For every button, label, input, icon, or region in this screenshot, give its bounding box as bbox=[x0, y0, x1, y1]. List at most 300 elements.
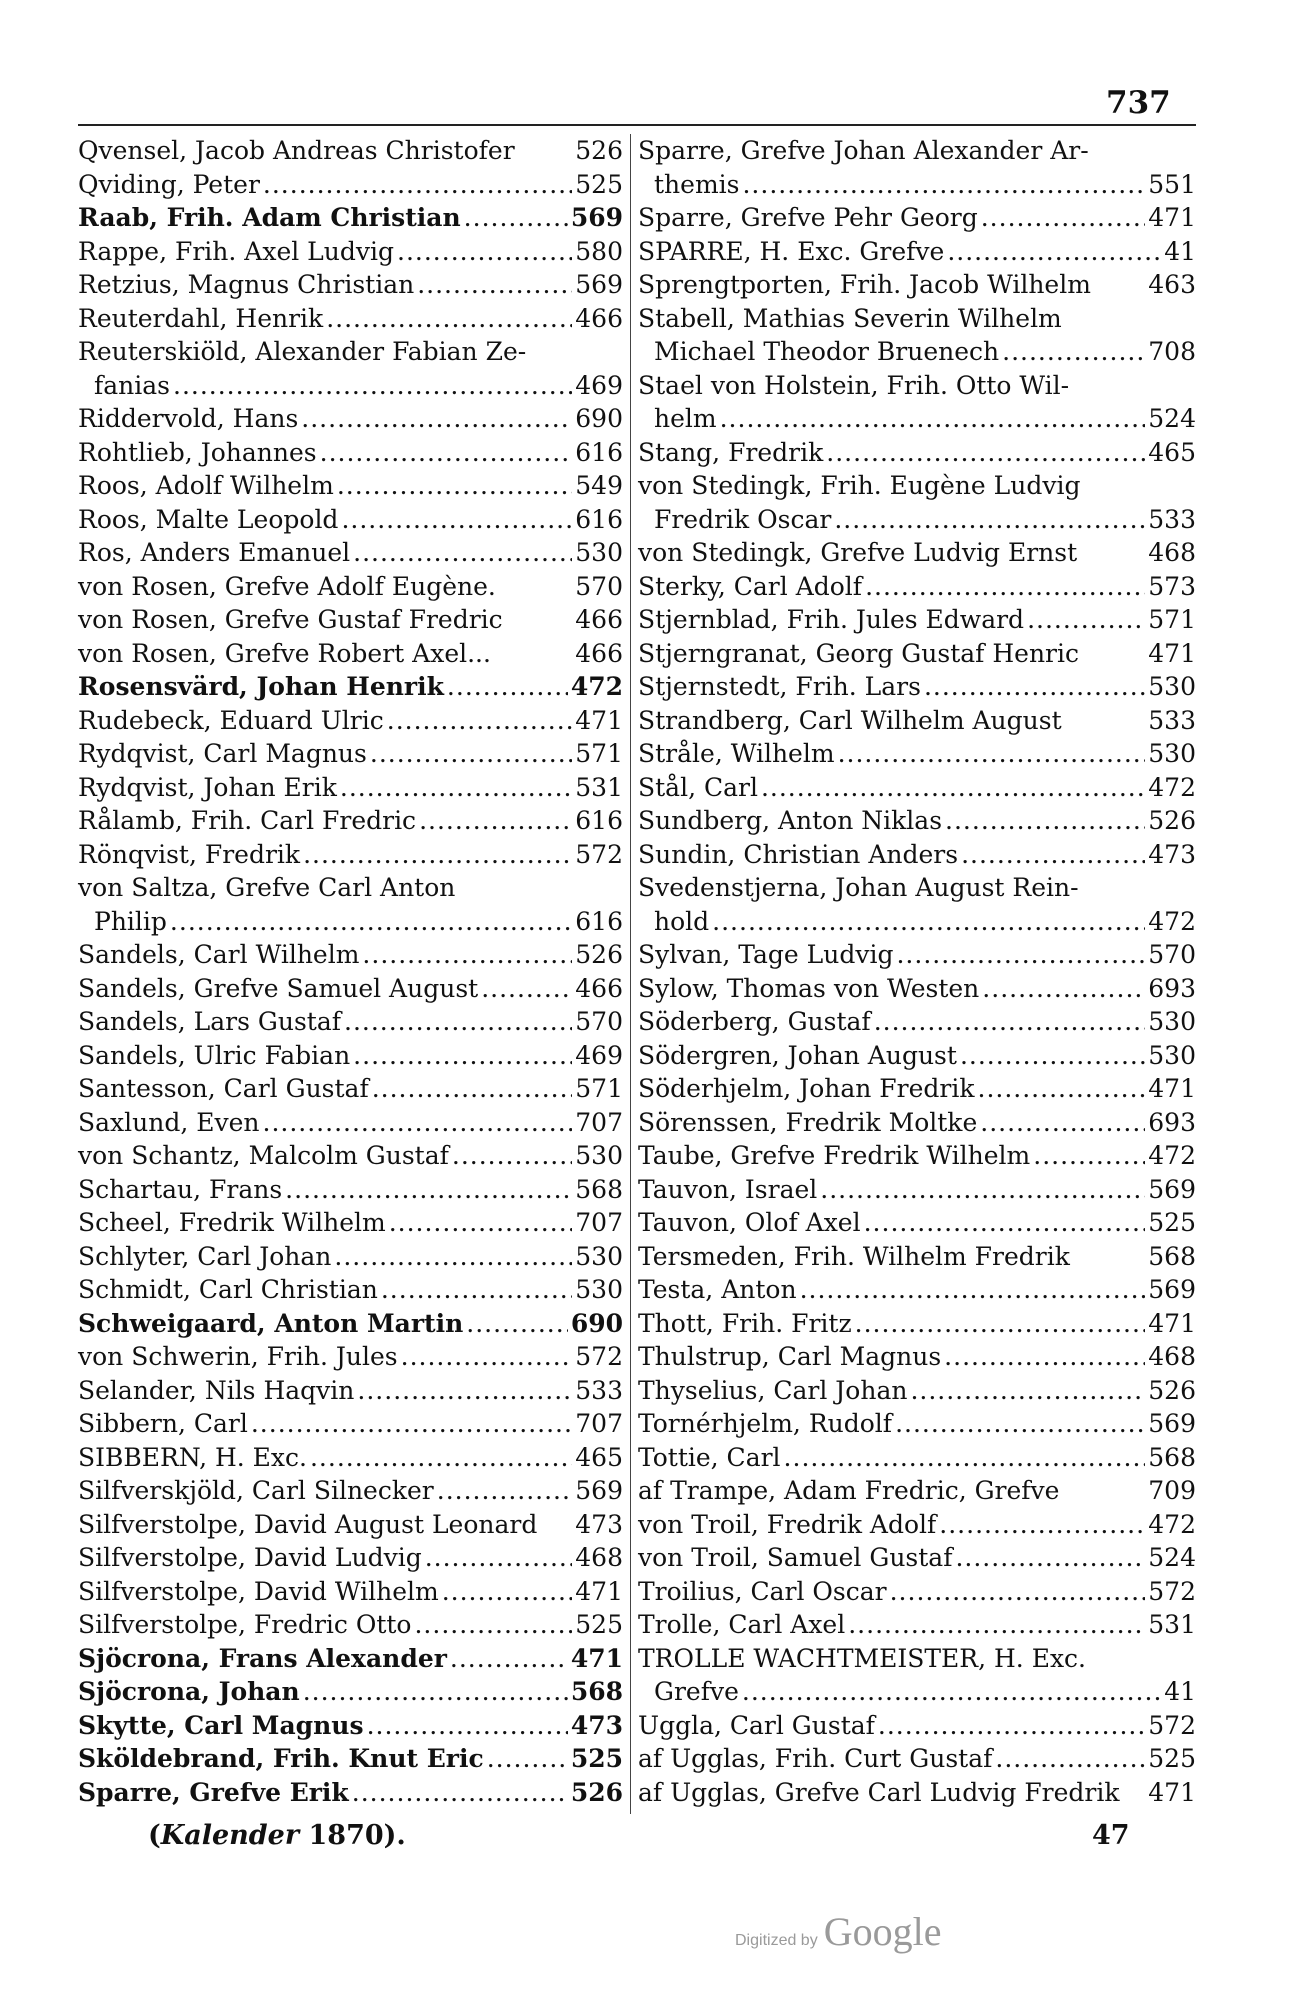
entry-name: Stål, Carl bbox=[638, 772, 758, 802]
dot-leader bbox=[464, 201, 568, 235]
dot-leader bbox=[978, 1072, 1146, 1106]
entry-page-number: 473 bbox=[570, 1710, 623, 1740]
index-entry bbox=[638, 905, 1196, 939]
entry-name: Ros, Anders Emanuel bbox=[78, 538, 351, 567]
dot-leader bbox=[945, 804, 1145, 838]
entry-page-number: 465 bbox=[1148, 437, 1196, 467]
entry-page-number: 616 bbox=[575, 437, 623, 467]
index-entry bbox=[638, 1039, 1196, 1073]
entry-name: Schartau, Frans bbox=[78, 1174, 283, 1204]
dot-leader bbox=[838, 737, 1146, 771]
entry-name: Taube, Grefve Fredrik Wilhelm bbox=[638, 1141, 1031, 1170]
footer-suffix: 1870). bbox=[299, 1820, 406, 1851]
entry-name: Michael Theodor Bruenech bbox=[654, 337, 1000, 366]
entry-page-number: 572 bbox=[1148, 1576, 1196, 1606]
dot-leader bbox=[425, 1541, 573, 1575]
entry-name: Rosensvärd, Johan Henrik bbox=[78, 672, 444, 701]
entry-name: Rohtlieb, Johannes bbox=[78, 437, 317, 467]
index-entry bbox=[638, 1508, 1196, 1542]
entry-name: Trolle, Carl Axel bbox=[638, 1610, 846, 1639]
index-entry bbox=[638, 1608, 1196, 1642]
entry-page-number: 530 bbox=[1148, 739, 1196, 768]
entry-name: Schlyter, Carl Johan bbox=[78, 1241, 332, 1271]
entry-page-number: 525 bbox=[1148, 1744, 1196, 1773]
index-entry bbox=[638, 871, 1196, 905]
dot-leader bbox=[414, 1608, 572, 1642]
entry-name: SPARRE, H. Exc. Grefve bbox=[638, 236, 945, 266]
index-entry bbox=[638, 235, 1196, 269]
index-entry bbox=[638, 469, 1196, 503]
index-entry bbox=[638, 503, 1196, 537]
entry-page-number: 530 bbox=[1148, 672, 1196, 701]
entry-name: Silfverstolpe, David August Leonard bbox=[78, 1509, 538, 1539]
index-entry bbox=[638, 737, 1196, 771]
entry-page-number: 473 bbox=[1148, 839, 1196, 869]
footer-source bbox=[148, 1820, 406, 1851]
entry-name: Sandels, Carl Wilhelm bbox=[78, 940, 360, 969]
entry-name: Sjöcrona, Frans Alexander bbox=[78, 1643, 447, 1673]
entry-name: Söderhjelm, Johan Fredrik bbox=[638, 1074, 975, 1103]
entry-name: Scheel, Fredrik Wilhelm bbox=[78, 1208, 386, 1237]
index-entry bbox=[78, 804, 623, 838]
entry-page-number: 693 bbox=[1148, 973, 1196, 1003]
entry-name: Sprengtporten, Frih. Jacob Wilhelm bbox=[638, 270, 1091, 299]
entry-name: Philip bbox=[94, 906, 167, 936]
dot-leader bbox=[320, 436, 573, 470]
entry-name: Fredrik Oscar bbox=[654, 504, 832, 534]
index-entry bbox=[638, 1139, 1196, 1173]
entry-name: Stjernstedt, Frih. Lars bbox=[638, 672, 921, 701]
entry-name: helm bbox=[654, 404, 717, 433]
index-entry bbox=[638, 335, 1196, 369]
entry-name: af Trampe, Adam Fredric, Grefve bbox=[638, 1476, 1060, 1505]
entry-page-number: 466 bbox=[575, 303, 623, 333]
entry-name: Svedenstjerna, Johan August Rein- bbox=[638, 873, 1079, 902]
entry-name: Tottie, Carl bbox=[638, 1442, 781, 1472]
entry-name: von Saltza, Grefve Carl Anton bbox=[78, 873, 456, 902]
entry-page-number: 549 bbox=[575, 471, 623, 500]
dot-leader bbox=[340, 771, 572, 805]
index-entry bbox=[78, 1474, 623, 1508]
index-entry bbox=[638, 1441, 1196, 1475]
entry-page-number: 526 bbox=[575, 136, 623, 165]
index-entry bbox=[78, 503, 623, 537]
entry-name: Sandels, Grefve Samuel August bbox=[78, 973, 479, 1003]
entry-name: Reuterskiöld, Alexander Fabian Ze- bbox=[78, 337, 527, 366]
entry-page-number: 616 bbox=[575, 504, 623, 534]
entry-name: von Stedingk, Frih. Eugène Ludvig bbox=[638, 471, 1081, 500]
entry-name: fanias bbox=[94, 370, 170, 400]
index-entry bbox=[638, 1307, 1196, 1341]
index-entry bbox=[78, 1173, 623, 1207]
index-entry bbox=[78, 168, 623, 202]
entry-name: Sundin, Christian Anders bbox=[638, 839, 959, 869]
entry-name: von Rosen, Grefve Robert Axel... bbox=[78, 638, 491, 668]
index-entry bbox=[78, 469, 623, 503]
index-entry bbox=[78, 335, 623, 369]
index-entry bbox=[638, 1106, 1196, 1140]
dot-leader bbox=[303, 1675, 568, 1709]
entry-name: von Schwerin, Frih. Jules bbox=[78, 1342, 398, 1371]
dot-leader bbox=[397, 235, 572, 269]
entry-page-number: 707 bbox=[575, 1409, 623, 1438]
right-column bbox=[638, 134, 1196, 1809]
entry-name: Silfverstolpe, David Ludvig bbox=[78, 1543, 422, 1572]
index-entry bbox=[78, 1039, 623, 1073]
index-entry bbox=[638, 201, 1196, 235]
entry-page-number: 465 bbox=[575, 1442, 623, 1472]
dot-leader bbox=[401, 1340, 573, 1374]
entry-page-number: 533 bbox=[1148, 504, 1196, 534]
watermark-prefix: Digitized by bbox=[735, 1932, 818, 1949]
dot-leader bbox=[370, 737, 572, 771]
dot-leader bbox=[419, 804, 572, 838]
entry-page-number: 571 bbox=[575, 739, 623, 768]
dot-leader bbox=[417, 268, 572, 302]
entry-page-number: 568 bbox=[1148, 1241, 1196, 1271]
index-entry bbox=[638, 771, 1196, 805]
index-entry bbox=[638, 402, 1196, 436]
index-entry bbox=[638, 1374, 1196, 1408]
entry-page-number: 616 bbox=[575, 906, 623, 936]
dot-leader bbox=[820, 1173, 1145, 1207]
entry-page-number: 526 bbox=[1148, 806, 1196, 835]
footer-prefix: ( bbox=[148, 1820, 161, 1851]
index-entry bbox=[638, 1273, 1196, 1307]
entry-page-number: 569 bbox=[1148, 1275, 1196, 1304]
digitized-watermark bbox=[735, 1908, 941, 1955]
entry-name: von Rosen, Grefve Adolf Eugène. bbox=[78, 571, 496, 601]
index-entry bbox=[638, 972, 1196, 1006]
entry-page-number: 533 bbox=[1148, 705, 1196, 735]
index-entry bbox=[638, 637, 1196, 671]
entry-page-number: 569 bbox=[570, 203, 623, 232]
entry-name: Skytte, Carl Magnus bbox=[78, 1710, 364, 1740]
dot-leader bbox=[251, 1407, 572, 1441]
index-entry bbox=[638, 436, 1196, 470]
entry-name: Sylvan, Tage Ludvig bbox=[638, 940, 894, 969]
dot-leader bbox=[263, 168, 572, 202]
index-entry bbox=[638, 1742, 1196, 1776]
entry-page-number: 472 bbox=[1148, 1141, 1196, 1170]
index-entry bbox=[638, 1206, 1196, 1240]
entry-page-number: 471 bbox=[575, 705, 623, 735]
index-entry bbox=[78, 1508, 623, 1542]
entry-page-number: 472 bbox=[1148, 906, 1196, 936]
index-entry bbox=[78, 1642, 623, 1676]
dot-leader bbox=[337, 469, 572, 503]
entry-name: Silfverskjöld, Carl Silnecker bbox=[78, 1476, 434, 1505]
index-entry bbox=[78, 536, 623, 570]
index-entry bbox=[78, 1675, 623, 1709]
entry-page-number: 468 bbox=[1148, 538, 1196, 567]
entry-page-number: 568 bbox=[575, 1174, 623, 1204]
index-entry bbox=[638, 603, 1196, 637]
entry-name: Sparre, Grefve Erik bbox=[78, 1777, 349, 1807]
entry-page-number: 708 bbox=[1148, 337, 1196, 366]
entry-name: TROLLE WACHTMEISTER, H. Exc. bbox=[638, 1643, 1086, 1673]
entry-page-number: 471 bbox=[1148, 1777, 1196, 1807]
dot-leader bbox=[170, 905, 572, 939]
entry-name: Raab, Frih. Adam Christian bbox=[78, 203, 461, 232]
entry-page-number: 568 bbox=[1148, 1442, 1196, 1472]
entry-name: Reuterdahl, Henrik bbox=[78, 303, 324, 333]
entry-name: von Troil, Fredrik Adolf bbox=[638, 1509, 937, 1539]
index-entry bbox=[78, 1709, 623, 1743]
entry-page-number: 616 bbox=[575, 806, 623, 835]
dot-leader bbox=[466, 1307, 568, 1341]
index-entry bbox=[78, 302, 623, 336]
dot-leader bbox=[362, 938, 572, 972]
entry-name: Sparre, Grefve Johan Alexander Ar- bbox=[638, 136, 1089, 165]
index-entry bbox=[78, 1340, 623, 1374]
index-entry bbox=[638, 1575, 1196, 1609]
entry-name: Tauvon, Israel bbox=[638, 1174, 818, 1204]
entry-name: Thulstrup, Carl Magnus bbox=[638, 1342, 942, 1371]
index-entry bbox=[78, 1307, 623, 1341]
dot-leader bbox=[387, 704, 573, 738]
dot-leader bbox=[896, 938, 1145, 972]
index-entry bbox=[638, 168, 1196, 202]
entry-name: Tersmeden, Frih. Wilhelm Fredrik bbox=[638, 1241, 1070, 1271]
index-entry bbox=[638, 1407, 1196, 1441]
index-entry bbox=[638, 536, 1196, 570]
entry-page-number: 466 bbox=[575, 638, 623, 668]
entry-page-number: 569 bbox=[575, 1476, 623, 1505]
entry-page-number: 471 bbox=[1148, 203, 1196, 232]
dot-leader bbox=[334, 1240, 572, 1274]
dot-leader bbox=[1002, 335, 1145, 369]
index-entry bbox=[78, 737, 623, 771]
dot-leader bbox=[344, 1005, 572, 1039]
dot-leader bbox=[326, 302, 572, 336]
dot-leader bbox=[450, 1642, 568, 1676]
index-entry bbox=[638, 134, 1196, 168]
index-entry bbox=[78, 871, 623, 905]
dot-leader bbox=[895, 1407, 1145, 1441]
index-entry bbox=[638, 302, 1196, 336]
entry-page-number: 572 bbox=[575, 1342, 623, 1371]
dot-leader bbox=[947, 235, 1161, 269]
entry-name: Stang, Fredrik bbox=[638, 437, 824, 467]
dot-leader bbox=[303, 838, 572, 872]
dot-leader bbox=[995, 1742, 1145, 1776]
dot-leader bbox=[855, 1307, 1146, 1341]
entry-name: Schmidt, Carl Christian bbox=[78, 1275, 378, 1304]
entry-name: Stjernblad, Frih. Jules Edward bbox=[638, 605, 1025, 634]
entry-name: af Ugglas, Grefve Carl Ludvig Fredrik bbox=[638, 1777, 1120, 1807]
entry-page-number: 525 bbox=[1148, 1208, 1196, 1237]
entry-page-number: 524 bbox=[1148, 404, 1196, 433]
dot-leader bbox=[389, 1206, 573, 1240]
index-entry bbox=[638, 369, 1196, 403]
entry-page-number: 530 bbox=[575, 1241, 623, 1271]
index-entry bbox=[638, 804, 1196, 838]
index-entry bbox=[78, 1374, 623, 1408]
index-entry bbox=[78, 838, 623, 872]
entry-page-number: 570 bbox=[575, 1007, 623, 1036]
signature-mark: 47 bbox=[1092, 1820, 1130, 1851]
entry-page-number: 573 bbox=[1148, 571, 1196, 601]
entry-page-number: 466 bbox=[575, 605, 623, 634]
entry-page-number: 471 bbox=[1148, 1074, 1196, 1103]
dot-leader bbox=[800, 1273, 1146, 1307]
index-entry bbox=[78, 268, 623, 302]
entry-name: Thott, Frih. Fritz bbox=[638, 1308, 852, 1338]
dot-leader bbox=[712, 905, 1145, 939]
entry-page-number: 471 bbox=[1148, 1308, 1196, 1338]
entry-name: Rydqvist, Carl Magnus bbox=[78, 739, 367, 768]
entry-name: Rudebeck, Eduard Ulric bbox=[78, 705, 384, 735]
index-entry bbox=[78, 1407, 623, 1441]
entry-page-number: 463 bbox=[1148, 270, 1196, 299]
index-entry bbox=[78, 1240, 623, 1274]
dot-leader bbox=[437, 1474, 573, 1508]
entry-name: Grefve bbox=[654, 1677, 739, 1706]
entry-page-number: 472 bbox=[1148, 772, 1196, 802]
dot-leader bbox=[826, 436, 1145, 470]
entry-name: Roos, Adolf Wilhelm bbox=[78, 471, 334, 500]
dot-leader bbox=[878, 1709, 1145, 1743]
index-entry bbox=[638, 570, 1196, 604]
entry-name: Qviding, Peter bbox=[78, 169, 260, 199]
index-entry bbox=[78, 1139, 623, 1173]
entry-page-number: 526 bbox=[570, 1777, 623, 1807]
entry-page-number: 525 bbox=[575, 169, 623, 199]
dot-leader bbox=[381, 1273, 572, 1307]
dot-leader bbox=[487, 1742, 568, 1776]
index-entry bbox=[78, 1005, 623, 1039]
entry-name: Thyselius, Carl Johan bbox=[638, 1375, 908, 1405]
entry-page-number: 530 bbox=[575, 1141, 623, 1170]
dot-leader bbox=[834, 503, 1145, 537]
entry-page-number: 469 bbox=[575, 370, 623, 400]
entry-page-number: 690 bbox=[575, 404, 623, 433]
dot-leader bbox=[310, 1441, 572, 1475]
dot-leader bbox=[864, 1206, 1146, 1240]
page-number: 737 bbox=[1106, 85, 1171, 121]
dot-leader bbox=[848, 1608, 1145, 1642]
dot-leader bbox=[960, 1039, 1145, 1073]
dot-leader bbox=[452, 1139, 572, 1173]
index-entry bbox=[78, 1541, 623, 1575]
entry-page-number: 693 bbox=[1148, 1107, 1196, 1137]
dot-leader bbox=[910, 1374, 1145, 1408]
dot-leader bbox=[720, 402, 1146, 436]
index-entry bbox=[638, 1675, 1196, 1709]
index-entry bbox=[78, 603, 623, 637]
entry-page-number: 41 bbox=[1164, 1677, 1196, 1706]
dot-leader bbox=[285, 1173, 572, 1207]
index-entry bbox=[78, 235, 623, 269]
entry-page-number: 473 bbox=[575, 1509, 623, 1539]
dot-leader bbox=[481, 972, 572, 1006]
index-entry bbox=[638, 1072, 1196, 1106]
dot-leader bbox=[367, 1709, 568, 1743]
index-entry bbox=[78, 570, 623, 604]
dot-leader bbox=[353, 1039, 572, 1073]
entry-name: Strandberg, Carl Wilhelm August bbox=[638, 705, 1062, 735]
entry-page-number: 572 bbox=[575, 839, 623, 869]
entry-name: Retzius, Magnus Christian bbox=[78, 270, 415, 299]
entry-name: Testa, Anton bbox=[638, 1275, 797, 1304]
index-entry bbox=[78, 369, 623, 403]
index-entry bbox=[638, 1474, 1196, 1508]
dot-leader bbox=[173, 369, 572, 403]
dot-leader bbox=[874, 1005, 1146, 1039]
entry-name: Stabell, Mathias Severin Wilhelm bbox=[638, 303, 1062, 333]
entry-name: von Rosen, Grefve Gustaf Fredric bbox=[78, 605, 503, 634]
entry-page-number: 472 bbox=[570, 672, 623, 701]
entry-name: Sylow, Thomas von Westen bbox=[638, 973, 980, 1003]
index-entry bbox=[638, 268, 1196, 302]
dot-leader bbox=[761, 771, 1145, 805]
entry-page-number: 531 bbox=[575, 772, 623, 802]
index-entry bbox=[78, 1608, 623, 1642]
entry-page-number: 466 bbox=[575, 973, 623, 1003]
entry-page-number: 471 bbox=[570, 1643, 623, 1673]
entry-page-number: 569 bbox=[1148, 1409, 1196, 1438]
entry-name: von Schantz, Malcolm Gustaf bbox=[78, 1141, 449, 1170]
entry-page-number: 526 bbox=[575, 940, 623, 969]
dot-leader bbox=[784, 1441, 1146, 1475]
entry-name: Sterky, Carl Adolf bbox=[638, 571, 863, 601]
entry-page-number: 530 bbox=[1148, 1040, 1196, 1070]
index-entry bbox=[638, 1709, 1196, 1743]
entry-name: Södergren, Johan August bbox=[638, 1040, 957, 1070]
index-entry bbox=[78, 1273, 623, 1307]
entry-name: Tauvon, Olof Axel bbox=[638, 1208, 861, 1237]
entry-page-number: 524 bbox=[1148, 1543, 1196, 1572]
left-column bbox=[78, 134, 623, 1809]
dot-leader bbox=[357, 1374, 572, 1408]
dot-leader bbox=[955, 1541, 1145, 1575]
index-entry bbox=[78, 201, 623, 235]
dot-leader bbox=[980, 1106, 1145, 1140]
entry-name: Sparre, Grefve Pehr Georg bbox=[638, 203, 978, 232]
index-entry bbox=[78, 1776, 623, 1810]
entry-name: Uggla, Carl Gustaf bbox=[638, 1710, 875, 1740]
index-entry bbox=[638, 1240, 1196, 1274]
entry-name: SIBBERN, H. Exc. bbox=[78, 1442, 307, 1472]
entry-name: Sörenssen, Fredrik Moltke bbox=[638, 1107, 978, 1137]
index-entry bbox=[638, 838, 1196, 872]
dot-leader bbox=[924, 670, 1145, 704]
dot-leader bbox=[865, 570, 1145, 604]
dot-leader bbox=[301, 402, 572, 436]
dot-leader bbox=[447, 670, 568, 704]
index-entry bbox=[78, 771, 623, 805]
entry-page-number: 580 bbox=[575, 236, 623, 266]
index-entry bbox=[638, 1776, 1196, 1810]
entry-name: af Ugglas, Frih. Curt Gustaf bbox=[638, 1744, 993, 1773]
dot-leader bbox=[961, 838, 1145, 872]
index-entry bbox=[638, 1340, 1196, 1374]
index-entry bbox=[78, 670, 623, 704]
entry-name: Stael von Holstein, Frih. Otto Wil- bbox=[638, 370, 1070, 400]
index-entry bbox=[78, 905, 623, 939]
entry-page-number: 526 bbox=[1148, 1375, 1196, 1405]
entry-page-number: 530 bbox=[575, 538, 623, 567]
entry-page-number: 41 bbox=[1164, 236, 1196, 266]
entry-name: Sandels, Ulric Fabian bbox=[78, 1040, 351, 1070]
entry-name: Saxlund, Even bbox=[78, 1107, 260, 1137]
index-entry bbox=[78, 402, 623, 436]
dot-leader bbox=[341, 503, 572, 537]
entry-page-number: 468 bbox=[1148, 1342, 1196, 1371]
index-entry bbox=[78, 1072, 623, 1106]
entry-page-number: 533 bbox=[575, 1375, 623, 1405]
